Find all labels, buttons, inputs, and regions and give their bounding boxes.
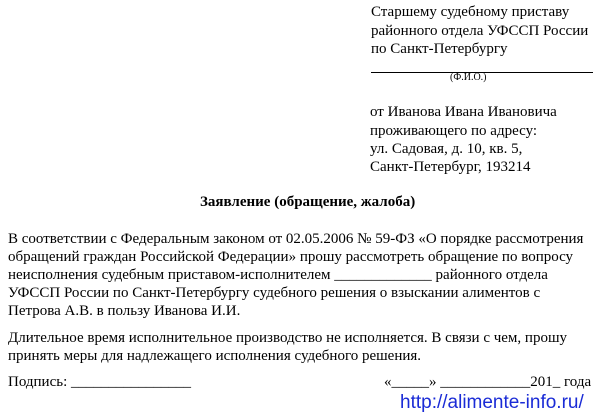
paragraph2-line-1: Длительное время исполнительное производство не исполняется. В связи с чем, прошу — [8, 330, 567, 346]
paragraph1-line-1: В соответствии с Федеральным законом от 02.05.2006 № 59-ФЗ «О порядке рассмотрения — [8, 231, 584, 247]
addressee-line-2: районного отдела УФССП России — [371, 23, 589, 39]
paragraph1-line-3: неисполнения судебным приставом-исполнителем _____________ районного отдела — [8, 267, 548, 283]
addressee-line-3: по Санкт-Петербургу — [371, 41, 508, 57]
sender-line-1: от Иванова Ивана Ивановича — [370, 104, 557, 120]
watermark-url: http://alimente-info.ru/ — [400, 392, 584, 413]
addressee-line-1: Старшему судебному приставу — [371, 4, 570, 20]
fio-caption: (Ф.И.О.) — [450, 72, 487, 83]
sender-line-2: проживающего по адресу: — [370, 123, 538, 139]
sender-line-3: ул. Садовая, д. 10, кв. 5, — [370, 141, 523, 157]
document-title: Заявление (обращение, жалоба) — [200, 194, 416, 210]
date-field: «_____» ____________201_ года — [384, 374, 592, 390]
paragraph2-line-2: принять меры для надлежащего исполнения судебного решения. — [8, 348, 422, 364]
sender-line-4: Санкт-Петербург, 193214 — [370, 159, 531, 175]
paragraph1-line-2: обращений граждан Российской Федерации» прошу рассмотреть обращение по вопросу — [8, 249, 574, 265]
paragraph1-line-5: Петрова А.В. в пользу Иванова И.И. — [8, 303, 241, 319]
signature-field: Подпись: ________________ — [8, 374, 192, 390]
paragraph1-line-4: УФССП России по Санкт-Петербургу судебного решения о взыскании алиментов с — [8, 285, 541, 301]
